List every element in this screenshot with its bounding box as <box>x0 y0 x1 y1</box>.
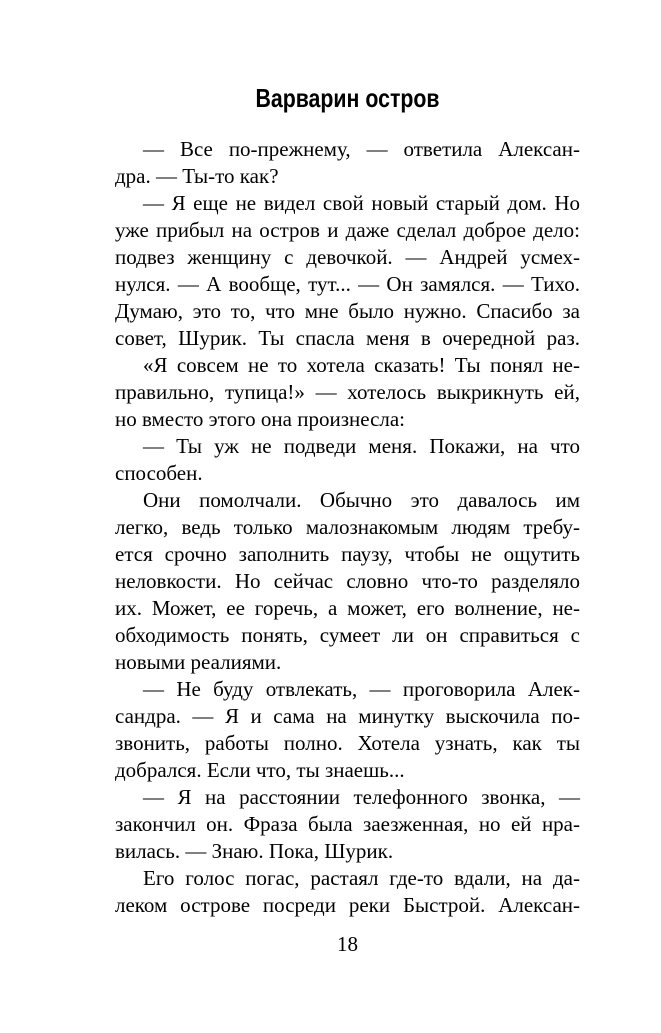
text-line: ется срочно заполнить паузу, чтобы не ощутить <box>115 542 580 566</box>
text-line: новыми реалиями. <box>115 650 282 674</box>
text-line: «Я совсем не то хотела сказать! Ты понял не- <box>143 353 580 377</box>
text-line: правильно, тупица!» — хотелось выкрикнуть ей, <box>115 380 580 404</box>
text-line: нулся. — А вообще, тут... — Он замялся. — Тихо. <box>115 272 580 296</box>
text-line: обходимость понять, сумеет ли он справиться с <box>115 623 580 647</box>
text-line: легко, ведь только малознакомым людям требу- <box>115 515 580 539</box>
text-line: — Ты уж не подведи меня. Покажи, на что <box>143 434 580 458</box>
text-line: звонить, работы полно. Хотела узнать, как ты <box>115 731 580 755</box>
text-line: но вместо этого она произнесла: <box>115 407 406 431</box>
text-line: неловкости. Но сейчас словно что-то разделяло <box>115 569 580 593</box>
text-line: сандра. — Я и сама на минутку выскочила по- <box>115 704 580 728</box>
text-line: — Я еще не видел свой новый старый дом. Но <box>143 191 580 215</box>
text-line: вилась. — Знаю. Пока, Шурик. <box>115 839 394 863</box>
text-line: — Не буду отвлекать, — проговорила Алек- <box>143 677 580 701</box>
text-line: уже прибыл на остров и даже сделал доброе дело: <box>115 218 580 242</box>
text-line: — Я на расстоянии телефонного звонка, — <box>143 785 580 809</box>
text-line: способен. <box>115 461 203 485</box>
page-number: 18 <box>337 932 358 956</box>
text-line: совет, Шурик. Ты спасла меня в очередной раз. <box>115 326 580 350</box>
text-line: дра. — Ты-то как? <box>115 164 279 188</box>
text-line: леком острове посреди реки Быстрой. Алексан- <box>115 893 580 917</box>
text-line: их. Может, ее горечь, а может, его волнение, не- <box>115 596 580 620</box>
text-line: Его голос погас, растаял где-то вдали, на да- <box>143 866 580 890</box>
text-line: Думаю, это то, что мне было нужно. Спасибо за <box>115 299 580 323</box>
text-line: добрался. Если что, ты знаешь... <box>115 758 405 782</box>
text-line: — Все по-прежнему, — ответила Алексан- <box>143 137 580 161</box>
text-line: закончил он. Фраза была заезженная, но ей нра- <box>115 812 580 836</box>
text-block <box>115 84 580 958</box>
text-line: подвез женщину с девочкой. — Андрей усмех- <box>115 245 580 269</box>
text-body <box>115 136 580 919</box>
chapter-title: Варварин остров <box>255 83 440 113</box>
text-line: Они помолчали. Обычно это давалось им <box>143 488 580 512</box>
